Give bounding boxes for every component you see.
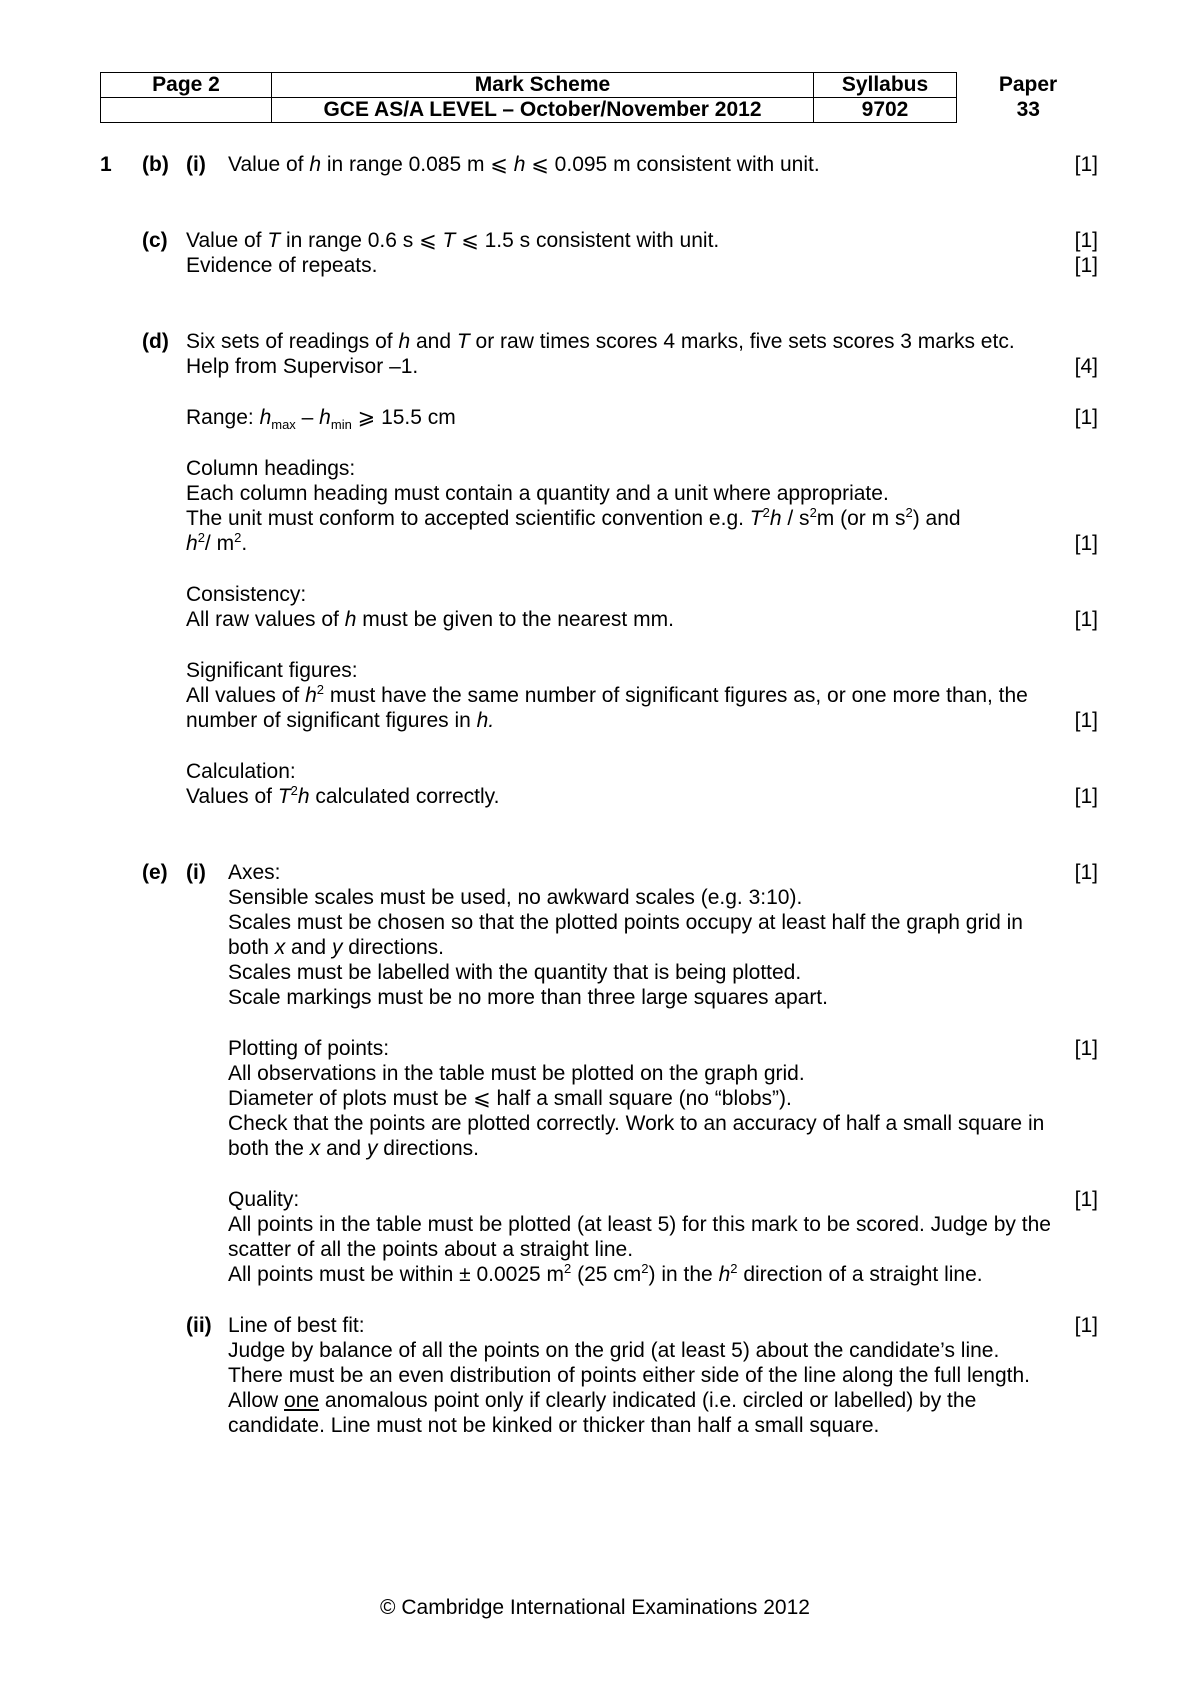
header-table xyxy=(100,72,1100,123)
plotting-text: Diameter of plots must be ⩽ half a small square (no “blobs”). xyxy=(228,1087,792,1110)
syllabus-code: 9702 xyxy=(814,98,957,123)
part-d-readings: Six sets of readings of h and T or raw times scores 4 marks, five sets scores 3 marks etc. xyxy=(186,330,1015,353)
document-title: Mark Scheme xyxy=(272,73,814,98)
best-fit-text: Judge by balance of all the points on the grid (at least 5) about the candidate’s line. xyxy=(228,1339,1000,1362)
part-c-text: Value of T in range 0.6 s ⩽ T ⩽ 1.5 s consistent with unit. xyxy=(186,229,720,252)
axes-text: Sensible scales must be used, no awkward scales (e.g. 3:10). xyxy=(228,886,803,909)
empty-cell xyxy=(101,98,272,123)
best-fit-text: There must be an even distribution of points either side of the line along the full length. xyxy=(228,1364,1030,1387)
best-fit-text: candidate. Line must not be kinked or thicker than half a small square. xyxy=(228,1414,880,1437)
axes-text: both x and y directions. xyxy=(228,936,444,959)
paper-number: 33 xyxy=(1016,98,1040,121)
plotting-text: All observations in the table must be plotted on the graph grid. xyxy=(228,1062,805,1085)
exam-session: GCE AS/A LEVEL – October/November 2012 xyxy=(272,98,814,123)
question-number: 1 xyxy=(100,153,112,176)
best-fit-text: Allow one anomalous point only if clearly indicated (i.e. circled or labelled) by the xyxy=(228,1389,977,1412)
calculation-text: Values of $T^2h$ calculated correctly. xyxy=(186,783,500,808)
mark: [4] xyxy=(1074,355,1098,378)
column-headings-units-cont: $h^2/$ $m^2$. xyxy=(186,530,248,555)
plotting-text: Check that the points are plotted correctly. Work to an accuracy of half a small square in xyxy=(228,1112,1045,1135)
mark: [1] xyxy=(1074,608,1098,631)
part-c-label: (c) xyxy=(142,229,168,252)
mark: [1] xyxy=(1074,254,1098,277)
axes-title: Axes: xyxy=(228,861,281,884)
quality-title: Quality: xyxy=(228,1188,300,1211)
mark: [1] xyxy=(1074,785,1098,808)
mark: [1] xyxy=(1074,1188,1098,1211)
part-c-repeats: Evidence of repeats. xyxy=(186,254,378,277)
mark: [1] xyxy=(1074,406,1098,429)
part-d-label: (d) xyxy=(142,330,169,353)
axes-text: Scales must be chosen so that the plotted points occupy at least half the graph grid in xyxy=(228,911,1023,934)
best-fit-title: Line of best fit: xyxy=(228,1314,365,1337)
mark: [1] xyxy=(1074,532,1098,555)
sig-figs-title: Significant figures: xyxy=(186,659,358,682)
part-b-text: Value of h in range 0.085 m ⩽ h ⩽ 0.095 m consistent with unit. xyxy=(228,153,820,176)
mark: [1] xyxy=(1074,1314,1098,1337)
quality-text: scatter of all the points about a straight line. xyxy=(228,1238,634,1261)
calculation-title: Calculation: xyxy=(186,760,296,783)
part-b-label: (b) xyxy=(142,153,169,176)
mark: [1] xyxy=(1074,709,1098,732)
part-e-ii-label: (ii) xyxy=(186,1314,212,1337)
column-headings-text: Each column heading must contain a quantity and a unit where appropriate. xyxy=(186,482,889,505)
axes-text: Scales must be labelled with the quantity that is being plotted. xyxy=(228,961,802,984)
column-headings-title: Column headings: xyxy=(186,457,356,480)
paper-label: Paper xyxy=(998,73,1058,96)
quality-text: All points must be within ± 0.0025 $m^2$ (25 $cm^2$) in the $h^2$ direction of a straight line. xyxy=(228,1261,983,1286)
mark: [1] xyxy=(1074,153,1098,176)
mark: [1] xyxy=(1074,1037,1098,1060)
plotting-title: Plotting of points: xyxy=(228,1037,390,1060)
sig-figs-text: All values of $h^2$ must have the same number of significant figures as, or one more than, the xyxy=(186,682,1028,707)
sig-figs-text-cont: number of significant figures in h. xyxy=(186,709,495,732)
page-number: Page 2 xyxy=(101,73,272,98)
axes-text: Scale markings must be no more than three large squares apart. xyxy=(228,986,828,1009)
syllabus-label: Syllabus xyxy=(814,73,957,98)
plotting-text: both the x and y directions. xyxy=(228,1137,479,1160)
part-b-i-label: (i) xyxy=(186,153,206,176)
range-criterion: Range: $h_{max} - h_{min}$ ⩾ 15.5 cm xyxy=(186,406,456,433)
quality-text: All points in the table must be plotted (at least 5) for this mark to be scored. Judge by the xyxy=(228,1213,1051,1236)
part-d-supervisor: Help from Supervisor –1. xyxy=(186,355,419,378)
part-e-i-label: (i) xyxy=(186,861,206,884)
copyright-footer: © Cambridge International Examinations 2012 xyxy=(380,1596,810,1619)
mark: [1] xyxy=(1074,861,1098,884)
consistency-text: All raw values of h must be given to the nearest mm. xyxy=(186,608,674,631)
part-e-label: (e) xyxy=(142,861,168,884)
column-headings-units: The unit must conform to accepted scientific convention e.g. $T^2h / s^2m$ (or m $s^2$) and xyxy=(186,505,961,530)
mark: [1] xyxy=(1074,229,1098,252)
consistency-title: Consistency: xyxy=(186,583,307,606)
